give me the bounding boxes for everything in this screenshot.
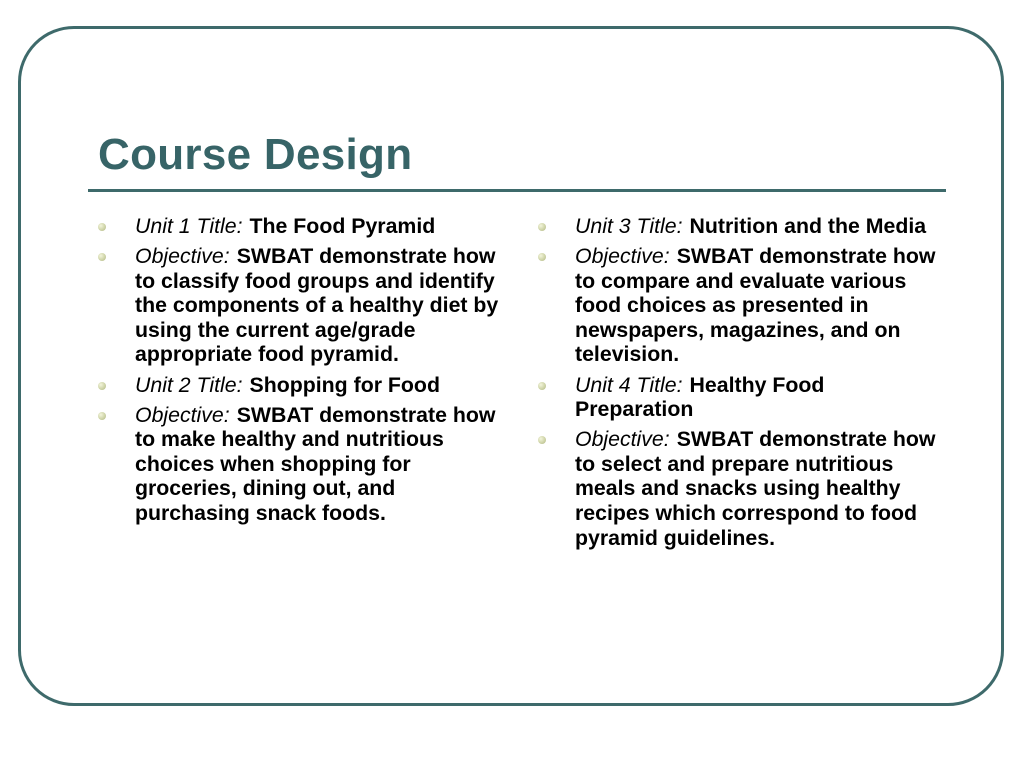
list-item-unit-3-objective — [536, 244, 940, 367]
item-label: Objective: — [575, 427, 670, 452]
item-label: Unit 2 Title: — [135, 372, 243, 397]
bullet-icon — [98, 253, 106, 261]
list-item-unit-4-objective — [536, 427, 940, 550]
bullet-icon — [538, 223, 546, 231]
item-label: Unit 4 Title: — [575, 372, 683, 397]
bullet-icon — [538, 382, 546, 390]
item-text: Healthy Food Preparation — [575, 372, 825, 422]
item-text: SWBAT demonstrate how to make healthy and nutritious choices when shopping for groceries, dining out, and purchasing snack foods. — [135, 402, 496, 526]
item-text: SWBAT demonstrate how to classify food groups and identify the components of a healthy diet by using the current age/grade appropriate food pyramid. — [135, 244, 499, 367]
item-label: Unit 3 Title: — [575, 214, 683, 238]
title-divider — [88, 189, 946, 192]
item-label: Objective: — [575, 244, 670, 269]
list-item-unit-1-objective — [96, 244, 500, 367]
item-text: SWBAT demonstrate how to select and prepare nutritious meals and snacks using healthy recipes which correspond to food pyramid guidelines. — [575, 427, 936, 550]
item-label: Objective: — [135, 244, 230, 269]
item-label: Objective: — [135, 402, 230, 427]
list-item-unit-1-title — [96, 214, 500, 239]
list-item-unit-2-objective — [96, 403, 500, 526]
list-item-unit-2-title — [96, 373, 500, 398]
slide-title: Course Design — [98, 130, 413, 179]
item-text: Shopping for Food — [249, 372, 440, 397]
bullet-icon — [98, 382, 106, 390]
item-label: Unit 1 Title: — [135, 214, 243, 238]
item-text: The Food Pyramid — [249, 214, 436, 238]
list-item-unit-3-title — [536, 214, 940, 239]
list-item-unit-4-title — [536, 373, 940, 422]
bullet-icon — [98, 412, 106, 420]
right-column — [536, 214, 940, 556]
item-text: Nutrition and the Media — [689, 214, 927, 238]
bullet-icon — [538, 436, 546, 444]
bullet-icon — [538, 253, 546, 261]
left-column — [96, 214, 500, 531]
item-text: SWBAT demonstrate how to compare and evaluate various food choices as presented in newspapers, magazines, and on television. — [575, 244, 936, 367]
bullet-icon — [98, 223, 106, 231]
